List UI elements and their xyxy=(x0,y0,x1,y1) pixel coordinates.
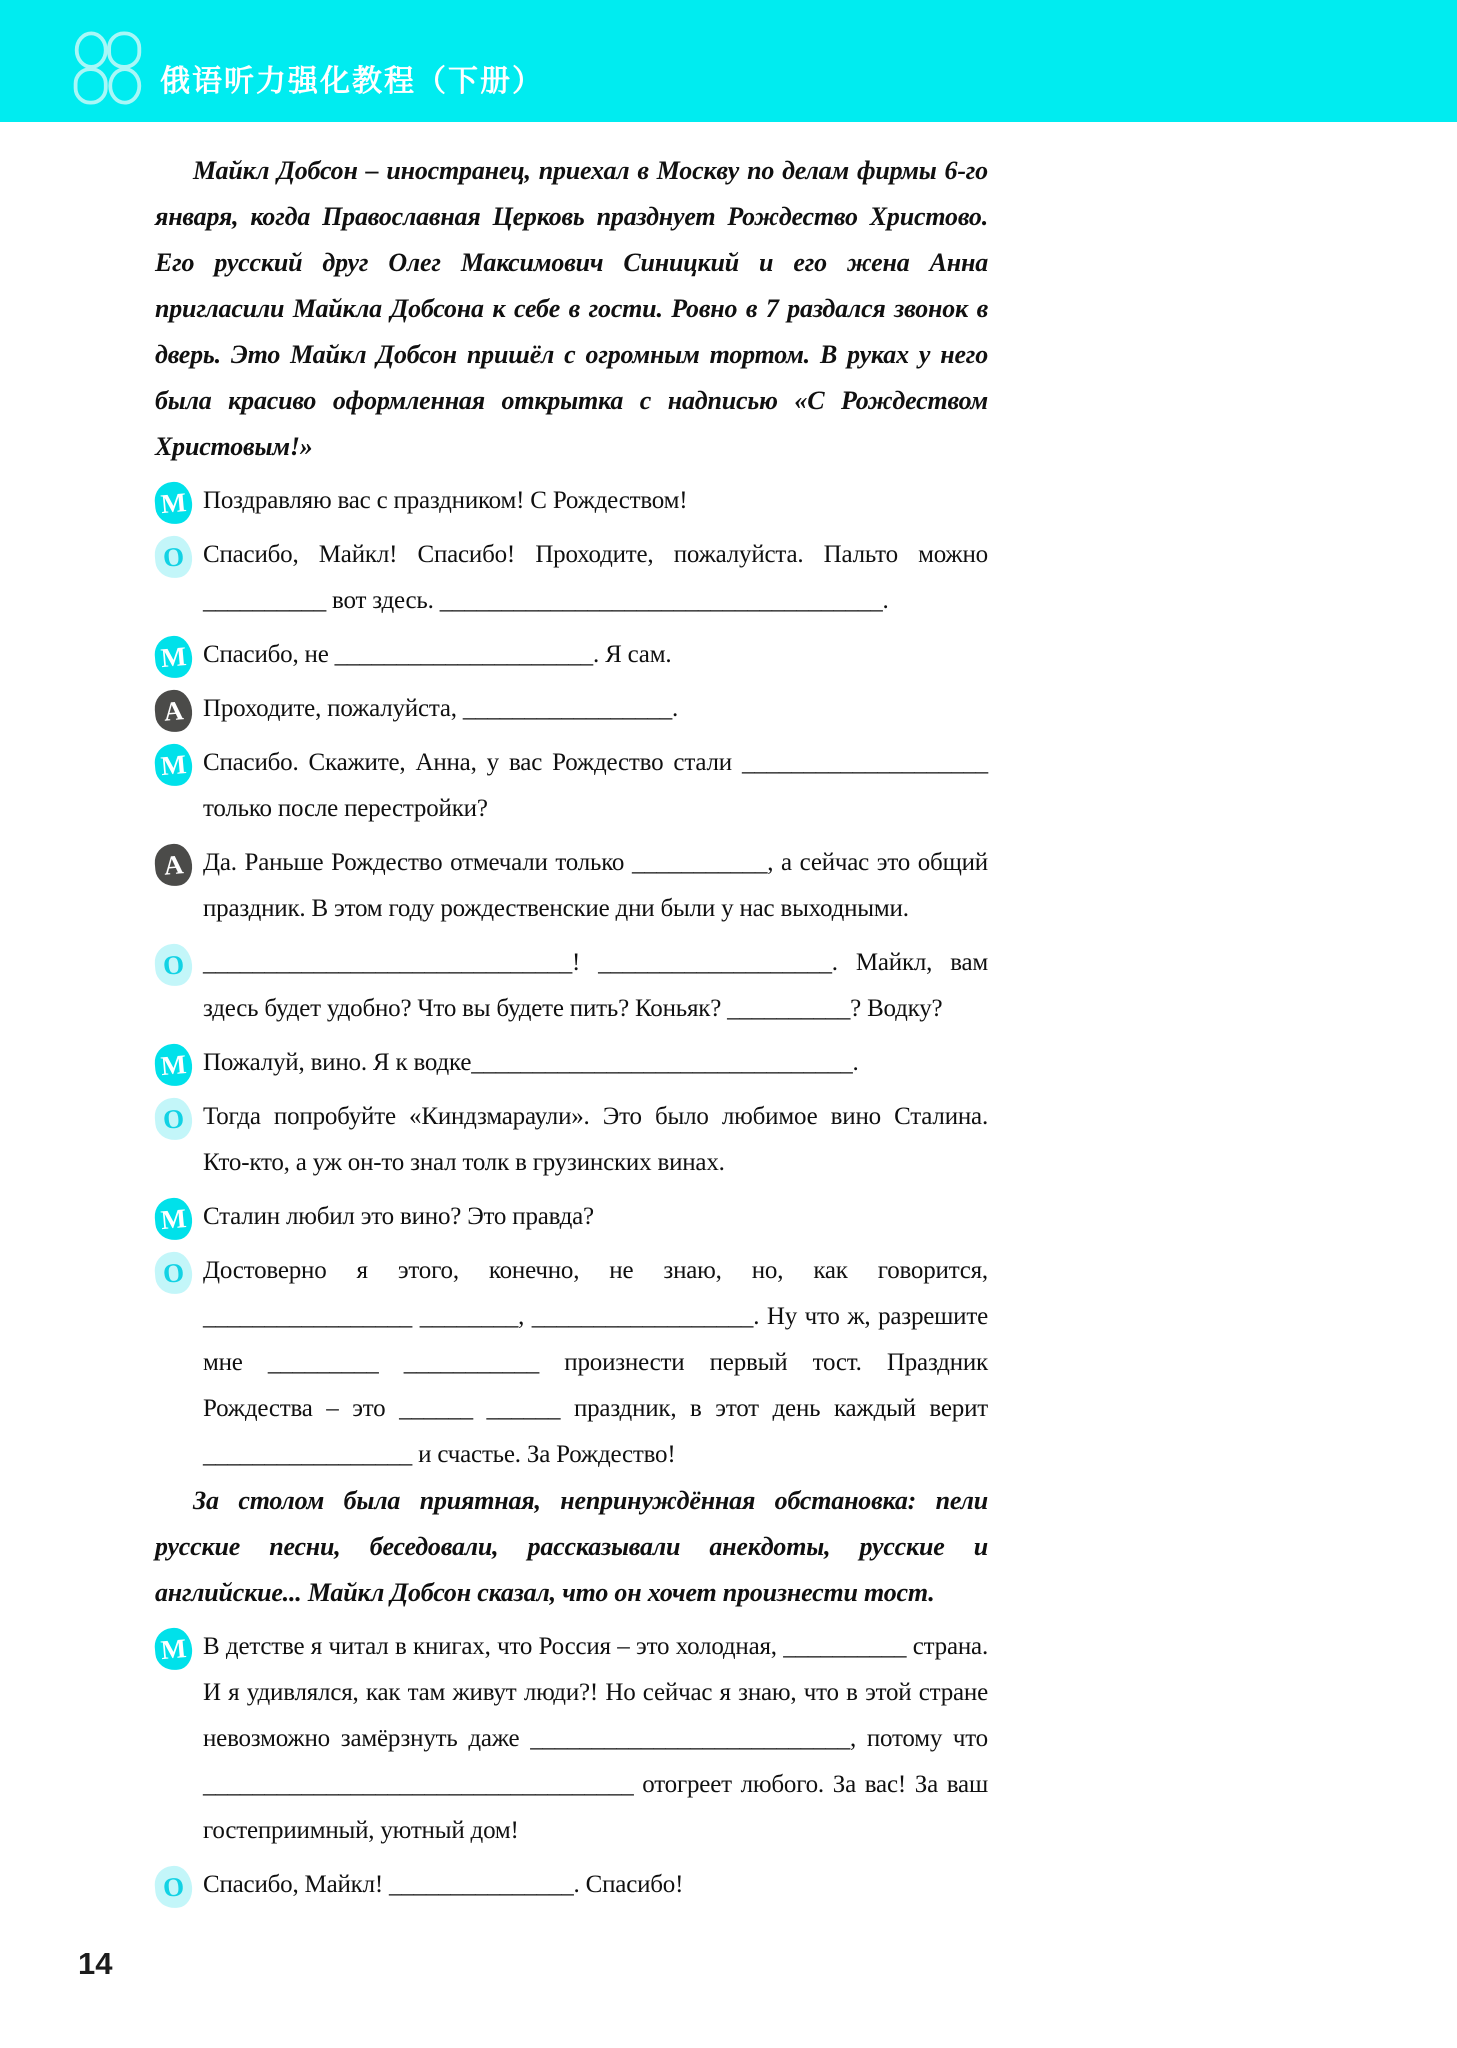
dialogue-entry xyxy=(155,532,988,624)
speaker-badge-m: М xyxy=(153,742,194,787)
dialogue-entry xyxy=(155,632,988,678)
dialogue-entry xyxy=(155,1094,988,1186)
speech-text: Сталин любил это вино? Это правда? xyxy=(203,1203,594,1230)
dialogue-entry xyxy=(155,940,988,1032)
speech-text: Спасибо, не _____________________. Я сам. xyxy=(203,641,672,668)
speaker-badge-m: М xyxy=(153,1042,194,1087)
speech-text: Проходите, пожалуйста, _________________. xyxy=(203,695,679,722)
dialogue-entry xyxy=(155,840,988,932)
dialogue-entry xyxy=(155,1040,988,1086)
speech-text: ______________________________! ___________________. Майкл, вам здесь будет удобно? Что вы будете пить? Коньяк? __________? Водку? xyxy=(203,949,988,1022)
speech-text: Спасибо, Майкл! _______________. Спасибо! xyxy=(203,1871,684,1898)
dialogue-entry xyxy=(155,1862,988,1908)
book-title: 俄语听力强化教程（下册） xyxy=(160,65,544,98)
speech-text: Да. Раньше Рождество отмечали только ___________, а сейчас это общий праздник. В этом году рождественские дни были у нас выходными. xyxy=(203,849,988,922)
narration-paragraph: За столом была приятная, непринуждённая обстановка: пели русские песни, беседовали, рассказывали анекдоты, русские и английские... Майкл Добсон сказал, что он хочет произнести тост. xyxy=(155,1486,988,1607)
speech-text: Пожалуй, вино. Я к водке_______________________________. xyxy=(203,1049,859,1076)
dialogue-entry xyxy=(155,478,988,524)
header-band xyxy=(0,0,1457,122)
speech-text: Спасибо, Майкл! Спасибо! Проходите, пожалуйста. Пальто можно __________ вот здесь. ____________________________________. xyxy=(203,541,988,614)
page-number: 14 xyxy=(78,1946,113,1981)
dialogue-entry xyxy=(155,686,988,732)
speaker-badge-m: М xyxy=(153,1626,194,1671)
speaker-badge-m: М xyxy=(153,1196,194,1241)
dialogue-entry xyxy=(155,740,988,832)
dialogue-entry xyxy=(155,1248,988,1478)
speaker-badge-a: А xyxy=(153,688,194,733)
speaker-badge-m: М xyxy=(153,634,194,679)
dialogue-entry xyxy=(155,1194,988,1240)
speaker-badge-a: А xyxy=(153,842,194,887)
brand-logo-icon xyxy=(70,30,146,106)
narration-paragraph: Майкл Добсон – иностранец, приехал в Москву по делам фирмы 6-го января, когда Православная Церковь празднует Рождество Христово. Его русский друг Олег Максимович Синицкий и его жена Анна пригласили Майкла Добсона к себе в гости. Ровно в 7 раздался звонок в дверь. Это Майкл Добсон пришёл с огромным тортом. В руках у него была красиво оформленная открытка с надписью «С Рождеством Христовым!» xyxy=(155,156,988,461)
speaker-badge-o: О xyxy=(153,942,194,987)
dialogue-entry xyxy=(155,1624,988,1854)
speaker-badge-o: О xyxy=(153,534,194,579)
speaker-badge-o: О xyxy=(153,1864,194,1909)
speech-text: Достоверно я этого, конечно, не знаю, но, как говорится, _________________ ________, __________________. Ну что ж, разрешите мне _________ ___________ произнести первый тост. Праздник Рождества – это ______ ______ праздник, в этот день каждый верит _________________ и счастье. За Рождество! xyxy=(203,1257,988,1468)
speech-text: В детстве я читал в книгах, что Россия – это холодная, __________ страна. И я удивлялся, как там живут люди?! Но сейчас я знаю, что в этой стране невозможно замёрзнуть даже __________________________, потому что ___________________________________ отогреет любого. За вас! За ваш гостеприимный, уютный дом! xyxy=(203,1633,988,1844)
speech-text: Спасибо. Скажите, Анна, у вас Рождество стали ____________________ только после перестройки? xyxy=(203,749,988,822)
speaker-badge-o: О xyxy=(153,1250,194,1295)
speaker-badge-o: О xyxy=(153,1096,194,1141)
page-content xyxy=(155,148,988,1908)
speaker-badge-m: М xyxy=(153,480,194,525)
speech-text: Поздравляю вас с праздником! С Рождеством! xyxy=(203,487,688,514)
speech-text: Тогда попробуйте «Киндзмараули». Это было любимое вино Сталина. Кто-кто, а уж он-то знал толк в грузинских винах. xyxy=(203,1103,988,1176)
